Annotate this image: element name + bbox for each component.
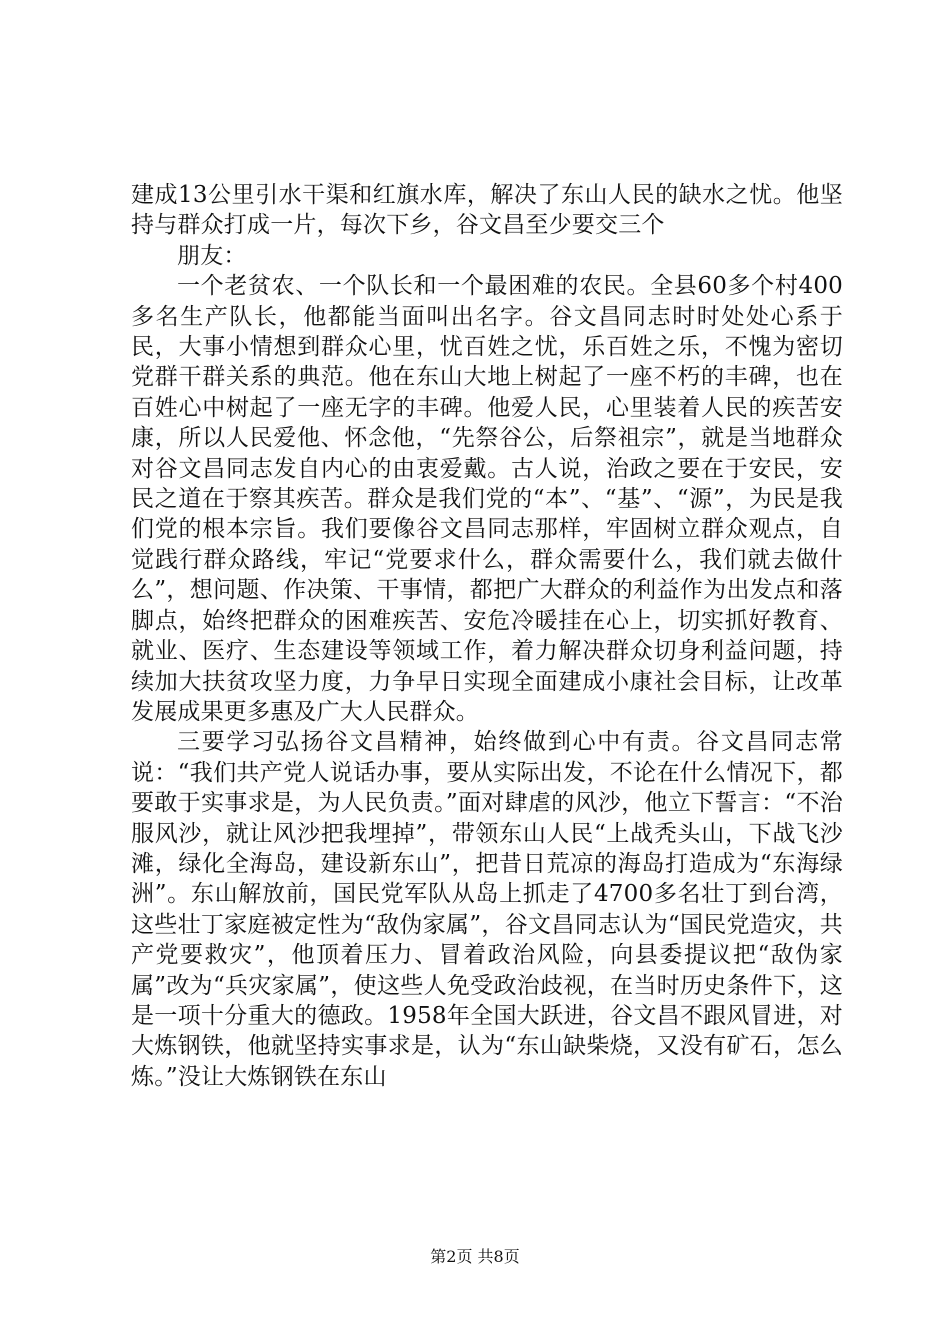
paragraph-people-care: 一个老贫农、一个队长和一个最困难的农民。全县60多个村400多名生产队长，他都能当面叫出名字。谷文昌同志时时处处心系于民，大事小情想到群众心里，忧百姓之忧，乐百姓之乐，不愧为密切党群干群关系的典范。他在东山大地上树起了一座不朽的丰碑，也在百姓心中树起了一座无字的丰碑。他爱人民，心里装着人民的疾苦安康，所以人民爱他、怀念他，“先祭谷公，后祭祖宗”，就是当地群众对谷文昌同志发自内心的由衷爱戴。古人说，治政之要在于安民，安民之道在于察其疾苦。群众是我们党的“本”、“基”、“源”，为民是我们党的根本宗旨。我们要像谷文昌同志那样，牢固树立群众观点，自觉践行群众路线，牢记“党要求什么，群众需要什么，我们就去做什么”，想问题、作决策、干事情，都把广大群众的利益作为出发点和落脚点，始终把群众的困难疾苦、安危冷暖挂在心上，切实抓好教育、就业、医疗、生态建设等领域工作，着力解决群众切身利益问题，持续加大扶贫攻坚力度，力争早日实现全面建成小康社会目标，让改革发展成果更多惠及广大人民群众。 [131,273,843,725]
paragraph-continuation: 建成13公里引水干渠和红旗水库，解决了东山人民的缺水之忧。他坚持与群众打成一片，每次下乡，谷文昌至少要交三个 [131,182,843,239]
paragraph-responsibility: 三要学习弘扬谷文昌精神，始终做到心中有责。谷文昌同志常说：“我们共产党人说话办事，要从实际出发，不论在什么情况下，都要敢于实事求是，为人民负责。”面对肆虐的风沙，他立下誓言：“不治服风沙，就让风沙把我埋掉”，带领东山人民“上战秃头山，下战飞沙滩，绿化全海岛，建设新东山”，把昔日荒凉的海岛打造成为“东海绿洲”。东山解放前，国民党军队从岛上抓走了4700多名壮丁到台湾，这些壮丁家庭被定性为“敌伪家属”，谷文昌同志认为“国民党造灾，共产党要救灾”，他顶着压力、冒着政治风险，向县委提议把“敌伪家属”改为“兵灾家属”，使这些人免受政治歧视，在当时历史条件下，这是一项十分重大的德政。1958年全国大跃进，谷文昌不跟风冒进，对大炼钢铁，他就坚持实事求是，认为“东山缺柴烧，又没有矿石，怎么炼。”没让大炼钢铁在东山 [131,729,843,1090]
page-number-footer: 第2页 共8页 [430,1247,520,1266]
document-body [131,180,843,1092]
paragraph-friends-heading: 朋友： [177,242,247,269]
